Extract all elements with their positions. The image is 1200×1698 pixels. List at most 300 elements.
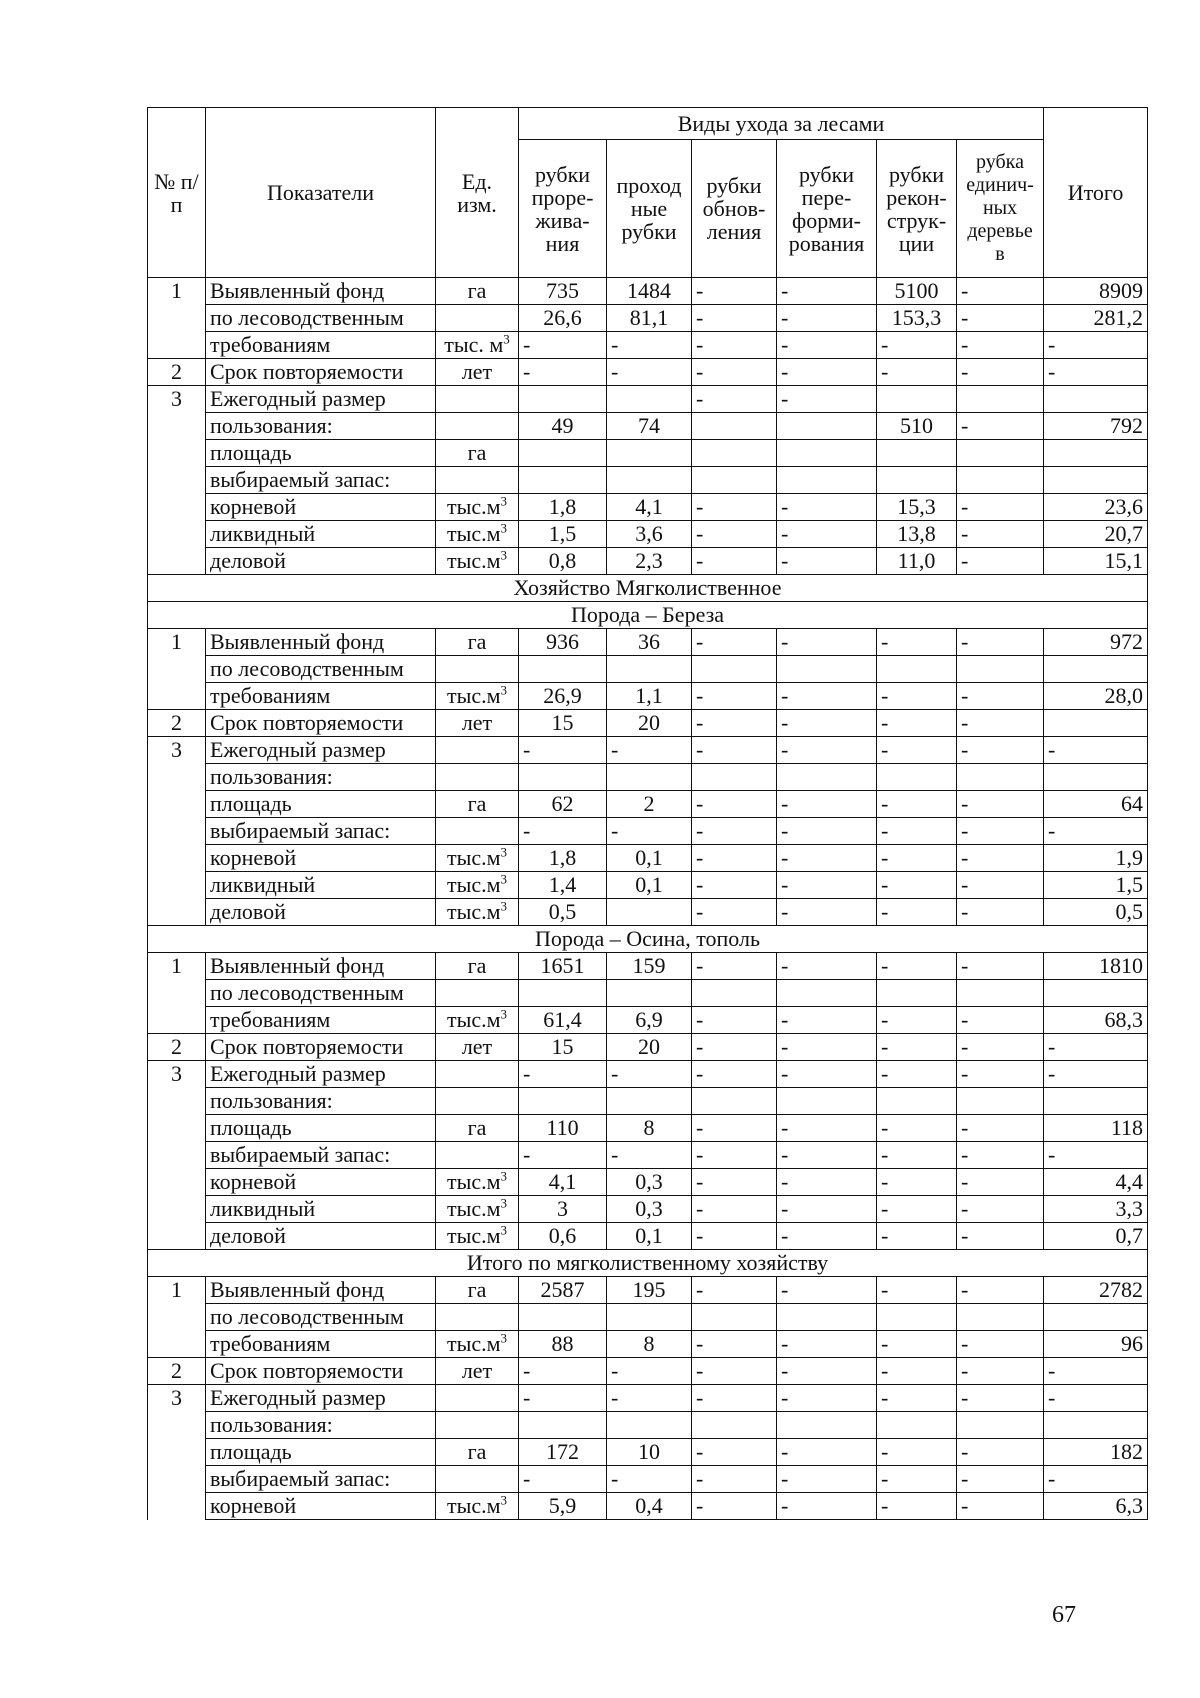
table-row [148,1007,1148,1034]
table-row [148,386,1148,413]
value-cell [607,656,692,683]
value-cell: - [777,359,877,386]
value-cell [957,764,1044,791]
value-cell: - [957,1034,1044,1061]
row-label: пользования: [206,1412,436,1439]
value-cell: - [877,1142,957,1169]
value-cell: - [957,1358,1044,1385]
value-cell: - [957,1331,1044,1358]
value-cell: - [607,359,692,386]
table-row [148,1412,1148,1439]
value-cell: 81,1 [607,305,692,332]
value-cell [777,1088,877,1115]
value-cell [957,440,1044,467]
value-cell: - [777,305,877,332]
value-cell: 172 [519,1439,607,1466]
value-cell [607,386,692,413]
value-cell: - [777,1385,877,1412]
value-cell [607,764,692,791]
value-cell: - [777,278,877,305]
value-cell: - [957,305,1044,332]
row-number: 2 [148,710,206,737]
value-cell: - [607,818,692,845]
value-cell: 5,9 [519,1493,607,1520]
value-cell: - [877,953,957,980]
total-cell: 0,5 [1044,899,1148,926]
total-cell [1044,1412,1148,1439]
row-number: 3 [148,1061,206,1088]
table-row [148,737,1148,764]
total-cell: - [1044,1061,1148,1088]
total-cell [1044,440,1148,467]
row-unit: га [436,1115,519,1142]
row-number: 2 [148,1358,206,1385]
table-row [148,1385,1148,1412]
value-cell: - [607,1385,692,1412]
value-cell [519,656,607,683]
value-cell [519,764,607,791]
header-type-3: рубки обнов- ления [692,140,777,278]
value-cell [877,1088,957,1115]
value-cell [692,980,777,1007]
value-cell: - [519,332,607,359]
value-cell [877,764,957,791]
value-cell [777,413,877,440]
value-cell: - [957,494,1044,521]
value-cell: - [692,1277,777,1304]
row-number [148,683,206,710]
total-cell: - [1044,1358,1148,1385]
row-unit: $тыс.м^3$ [436,1169,519,1196]
header-type-1: рубки проре- жива- ния [519,140,607,278]
total-cell: 1810 [1044,953,1148,980]
value-cell: - [777,1196,877,1223]
value-cell: - [692,872,777,899]
value-cell [607,467,692,494]
value-cell: - [877,872,957,899]
value-cell: 735 [519,278,607,305]
value-cell [777,980,877,1007]
value-cell: - [777,845,877,872]
table-row [148,818,1148,845]
value-cell: - [957,1223,1044,1250]
value-cell: - [777,953,877,980]
row-unit [436,1304,519,1331]
value-cell: - [877,710,957,737]
value-cell [607,1304,692,1331]
value-cell: - [692,1331,777,1358]
row-label: корневой [206,1169,436,1196]
table-row [148,467,1148,494]
table-row [148,1223,1148,1250]
value-cell: - [877,1034,957,1061]
table-row [148,440,1148,467]
row-unit: га [436,1277,519,1304]
row-number [148,1115,206,1142]
value-cell: - [877,1493,957,1520]
value-cell: - [957,1142,1044,1169]
total-cell: 1,9 [1044,845,1148,872]
total-cell: 3,3 [1044,1196,1148,1223]
value-cell [777,764,877,791]
value-cell: - [692,305,777,332]
value-cell: - [957,899,1044,926]
table-row [148,494,1148,521]
value-cell: - [692,1142,777,1169]
value-cell: - [519,1358,607,1385]
row-unit: га [436,629,519,656]
value-cell: 26,9 [519,683,607,710]
table-row [148,359,1148,386]
value-cell: - [692,521,777,548]
table-row [148,953,1148,980]
value-cell [877,440,957,467]
value-cell [519,386,607,413]
value-cell: - [877,1277,957,1304]
row-unit: лет [436,1358,519,1385]
row-label: Ежегодный размер [206,1385,436,1412]
value-cell: - [692,1385,777,1412]
value-cell: - [777,1331,877,1358]
value-cell: 61,4 [519,1007,607,1034]
row-label: Срок повторяемости [206,1358,436,1385]
row-unit: $тыс.м^3$ [436,1331,519,1358]
value-cell: - [777,1223,877,1250]
value-cell: - [777,548,877,575]
value-cell: - [607,1466,692,1493]
row-label: деловой [206,899,436,926]
value-cell: - [519,1466,607,1493]
table-row [148,1493,1148,1520]
value-cell: - [519,737,607,764]
value-cell: - [957,845,1044,872]
section-farm: Хозяйство Мягколиственное [148,575,1148,602]
value-cell [877,980,957,1007]
value-cell: 0,3 [607,1169,692,1196]
value-cell [777,440,877,467]
row-unit [436,737,519,764]
row-number [148,656,206,683]
row-number [148,1142,206,1169]
total-cell: 28,0 [1044,683,1148,710]
value-cell: 2,3 [607,548,692,575]
total-cell [1044,656,1148,683]
value-cell: - [692,332,777,359]
value-cell [607,1088,692,1115]
value-cell: 4,1 [607,494,692,521]
total-cell: 792 [1044,413,1148,440]
row-unit [436,1412,519,1439]
value-cell: - [957,1493,1044,1520]
row-number [148,1412,206,1439]
table-row [148,1115,1148,1142]
value-cell [957,467,1044,494]
value-cell [957,656,1044,683]
row-unit [436,1466,519,1493]
value-cell: - [957,1277,1044,1304]
value-cell: - [692,683,777,710]
row-number [148,467,206,494]
row-unit: $тыс.м^3$ [436,1493,519,1520]
table-row [148,1358,1148,1385]
value-cell [957,980,1044,1007]
row-label: Срок повторяемости [206,359,436,386]
value-cell: 20 [607,710,692,737]
row-label: выбираемый запас: [206,1142,436,1169]
row-label: Ежегодный размер [206,737,436,764]
value-cell: 49 [519,413,607,440]
row-number [148,332,206,359]
table-row [148,764,1148,791]
row-label: площадь [206,440,436,467]
row-label: деловой [206,548,436,575]
value-cell: - [957,683,1044,710]
value-cell: - [692,1115,777,1142]
table-row [148,710,1148,737]
row-unit [436,413,519,440]
header-type-5: рубки рекон- струк- ции [877,140,957,278]
value-cell: - [777,1007,877,1034]
value-cell: - [957,629,1044,656]
value-cell: 1484 [607,278,692,305]
row-label: площадь [206,1115,436,1142]
row-number: 1 [148,629,206,656]
total-cell: 118 [1044,1115,1148,1142]
total-cell: - [1044,818,1148,845]
row-unit [436,386,519,413]
value-cell: - [957,332,1044,359]
value-cell: - [692,1061,777,1088]
row-label: требованиям [206,1331,436,1358]
value-cell [692,656,777,683]
table-row [148,278,1148,305]
value-cell: - [877,791,957,818]
row-unit: га [436,278,519,305]
value-cell [957,1412,1044,1439]
row-label: Выявленный фонд [206,629,436,656]
row-number: 3 [148,1385,206,1412]
total-cell: - [1044,737,1148,764]
row-label: Ежегодный размер [206,1061,436,1088]
value-cell: 74 [607,413,692,440]
value-cell [692,1088,777,1115]
value-cell [607,440,692,467]
value-cell: 195 [607,1277,692,1304]
value-cell: 15 [519,1034,607,1061]
section-birch: Порода – Береза [148,602,1148,629]
row-unit [436,305,519,332]
value-cell: 3,6 [607,521,692,548]
row-number [148,899,206,926]
row-number [148,818,206,845]
row-number [148,1439,206,1466]
value-cell: - [692,791,777,818]
row-number [148,1007,206,1034]
row-label: Выявленный фонд [206,278,436,305]
value-cell: - [692,1007,777,1034]
row-unit: $тыс.м^3$ [436,548,519,575]
row-label: Срок повторяемости [206,710,436,737]
value-cell: - [957,872,1044,899]
value-cell: - [519,818,607,845]
row-unit: $тыс.м^3$ [436,899,519,926]
total-cell: 15,1 [1044,548,1148,575]
value-cell [957,386,1044,413]
row-number [148,548,206,575]
value-cell [519,1088,607,1115]
row-unit: $тыс.м^3$ [436,683,519,710]
row-label: по лесоводственным [206,656,436,683]
value-cell: - [877,1196,957,1223]
value-cell: - [877,1385,957,1412]
row-label: пользования: [206,1088,436,1115]
value-cell: - [957,1439,1044,1466]
value-cell: 1,8 [519,494,607,521]
value-cell [607,899,692,926]
row-unit: га [436,953,519,980]
value-cell: 20 [607,1034,692,1061]
value-cell: 4,1 [519,1169,607,1196]
value-cell: - [692,1358,777,1385]
value-cell: - [877,1061,957,1088]
value-cell: - [692,494,777,521]
table-row [148,1439,1148,1466]
value-cell [957,1088,1044,1115]
row-unit [436,1142,519,1169]
row-number [148,305,206,332]
value-cell: - [607,1358,692,1385]
value-cell: - [777,899,877,926]
row-number [148,764,206,791]
value-cell: - [692,1034,777,1061]
table-row [148,872,1148,899]
table-row [148,521,1148,548]
value-cell: 15 [519,710,607,737]
row-unit: $тыс.м^3$ [436,845,519,872]
value-cell: - [692,953,777,980]
row-unit [436,1385,519,1412]
total-cell: 4,4 [1044,1169,1148,1196]
row-label: ликвидный [206,521,436,548]
value-cell: - [777,1439,877,1466]
row-label: требованиям [206,683,436,710]
value-cell: 88 [519,1331,607,1358]
value-cell: - [877,683,957,710]
value-cell [877,386,957,413]
table-row [148,845,1148,872]
value-cell: - [957,1061,1044,1088]
value-cell: - [692,359,777,386]
value-cell: - [957,548,1044,575]
value-cell: - [777,1466,877,1493]
total-cell: - [1044,1385,1148,1412]
total-cell: 23,6 [1044,494,1148,521]
value-cell: - [777,521,877,548]
value-cell: - [957,1115,1044,1142]
total-cell [1044,710,1148,737]
value-cell: - [777,1115,877,1142]
total-cell: 8909 [1044,278,1148,305]
value-cell [607,980,692,1007]
row-label: пользования: [206,413,436,440]
total-cell: - [1044,1034,1148,1061]
row-unit [436,764,519,791]
value-cell [519,1412,607,1439]
value-cell: - [957,521,1044,548]
row-number: 1 [148,953,206,980]
table-row [148,332,1148,359]
row-number [148,1493,206,1520]
value-cell: 36 [607,629,692,656]
value-cell: - [692,386,777,413]
row-number [148,845,206,872]
table-row [148,1142,1148,1169]
value-cell: - [607,1061,692,1088]
row-label: по лесоводственным [206,980,436,1007]
row-label: площадь [206,1439,436,1466]
table-row [148,1466,1148,1493]
value-cell [877,467,957,494]
row-number [148,413,206,440]
row-label: Выявленный фонд [206,1277,436,1304]
value-cell [877,1412,957,1439]
header-unit: Ед. изм. [436,108,519,278]
table-row [148,980,1148,1007]
row-unit [436,818,519,845]
value-cell [692,413,777,440]
value-cell: 3 [519,1196,607,1223]
total-cell: 64 [1044,791,1148,818]
header-indicator: Показатели [206,108,436,278]
table-row [148,656,1148,683]
value-cell: - [692,1493,777,1520]
row-label: Срок повторяемости [206,1034,436,1061]
value-cell: - [777,1277,877,1304]
table-row [148,1196,1148,1223]
value-cell: 510 [877,413,957,440]
value-cell: - [692,899,777,926]
row-label: ликвидный [206,872,436,899]
row-unit: га [436,1439,519,1466]
row-unit: тыс. $м^3$ [436,332,519,359]
value-cell [692,764,777,791]
value-cell: - [692,845,777,872]
value-cell: - [957,953,1044,980]
row-label: выбираемый запас: [206,1466,436,1493]
total-cell [1044,467,1148,494]
value-cell: - [877,332,957,359]
table-row [148,548,1148,575]
value-cell: - [607,737,692,764]
row-number [148,1196,206,1223]
page-number: 67 [1052,1602,1076,1628]
total-cell: - [1044,332,1148,359]
row-number: 1 [148,1277,206,1304]
row-unit [436,656,519,683]
value-cell: - [519,1385,607,1412]
total-cell [1044,980,1148,1007]
value-cell [877,1304,957,1331]
value-cell: - [692,737,777,764]
total-cell: - [1044,1142,1148,1169]
value-cell: 0,1 [607,845,692,872]
total-cell: 20,7 [1044,521,1148,548]
total-cell [1044,1088,1148,1115]
value-cell: - [777,494,877,521]
total-cell: 2782 [1044,1277,1148,1304]
value-cell: - [519,359,607,386]
table-row [148,1169,1148,1196]
